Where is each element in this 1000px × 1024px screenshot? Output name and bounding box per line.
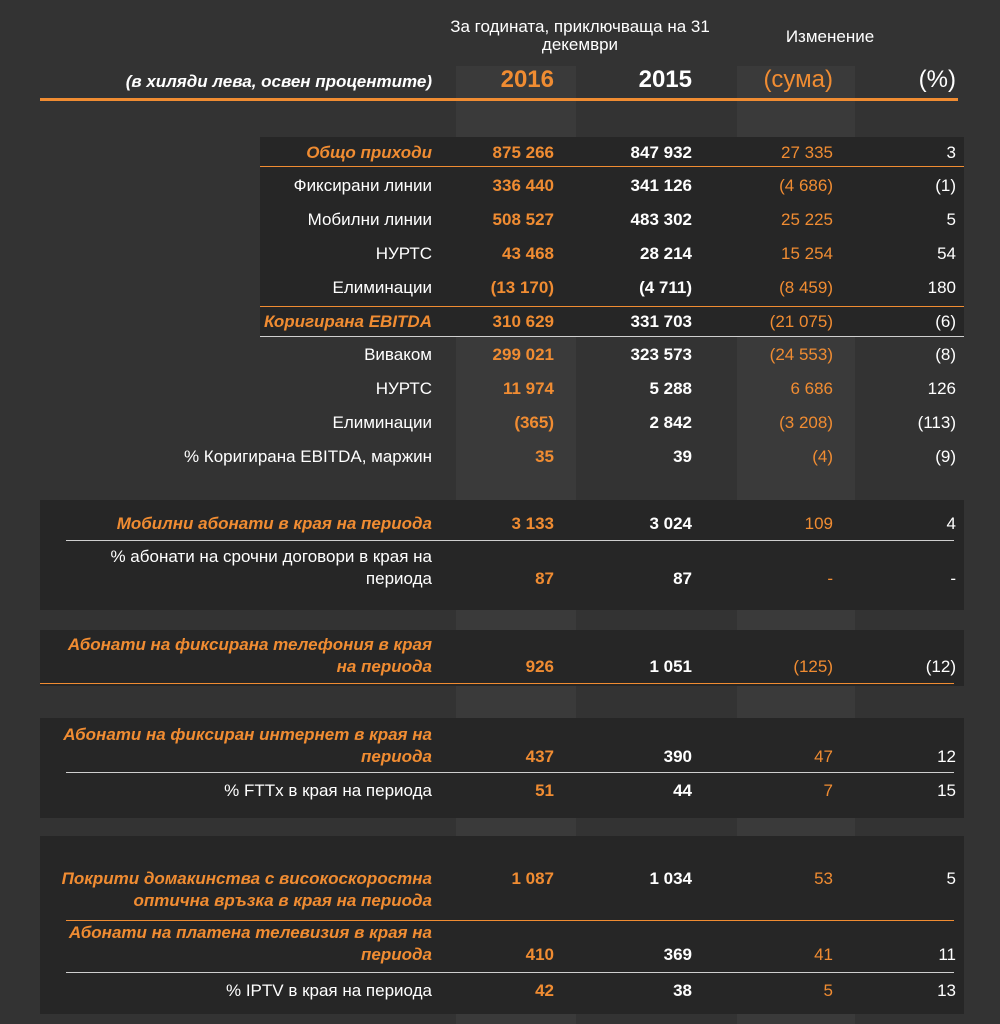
cell-2015: 2 842	[649, 413, 692, 432]
cell-change-amount: 6 686	[790, 379, 833, 398]
row-rule	[260, 306, 964, 307]
units-label: (в хиляди лева, освен процентите)	[125, 72, 432, 91]
cell-change-amount: (4 686)	[779, 176, 833, 195]
cell-2015: 341 126	[630, 176, 692, 195]
row-rule	[260, 166, 964, 167]
cell-change-amount: (21 075)	[769, 312, 833, 331]
year-2016-header: 2016	[500, 66, 554, 93]
cell-change-amount: (8 459)	[779, 278, 833, 297]
cell-2016: 336 440	[492, 176, 554, 195]
cell-change-percent: (6)	[935, 312, 956, 331]
row-label: % IPTV в края на периода	[225, 981, 432, 1000]
cell-2016: 35	[535, 447, 554, 466]
row-label: Общо приходи	[306, 143, 432, 162]
cell-2016: 87	[535, 569, 554, 588]
cell-2015: 483 302	[630, 210, 692, 229]
cell-2016: 310 629	[492, 312, 554, 331]
cell-2016: 926	[525, 657, 554, 676]
row-label: НУРТС	[375, 244, 432, 263]
change-header: Изменение	[785, 27, 875, 46]
cell-2016: (365)	[514, 413, 554, 432]
cell-2015: 5 288	[649, 379, 692, 398]
row-label: % абонати на срочни договори в края на периода	[110, 547, 432, 588]
cell-2015: 1 034	[649, 869, 692, 888]
year-2015-header: 2015	[638, 66, 692, 93]
cell-change-percent: 15	[937, 781, 956, 800]
cell-2016: 42	[535, 981, 554, 1000]
row-label: Абонати на фиксирана телефония в края на периода	[67, 635, 432, 676]
row-label: Коригирана EBITDA	[264, 312, 432, 331]
cell-2015: 390	[663, 747, 692, 766]
cell-change-percent: 11	[938, 945, 956, 964]
cell-change-percent: 3	[946, 143, 956, 162]
cell-2016: 11 974	[502, 379, 554, 398]
cell-change-percent: (113)	[917, 413, 956, 432]
cell-2016: 51	[535, 781, 554, 800]
row-rule	[66, 920, 954, 921]
cell-2016: 299 021	[492, 345, 554, 364]
row-label: % Коригирана EBITDA, маржин	[183, 447, 432, 466]
row-label: Елиминации	[332, 413, 432, 432]
change-amount-header: (сума)	[763, 66, 833, 93]
cell-2015: 38	[673, 981, 692, 1000]
cell-2016: 1 087	[511, 869, 554, 888]
cell-change-amount: 25 225	[781, 210, 833, 229]
cell-2015: 39	[673, 447, 692, 466]
row-rule	[40, 683, 954, 684]
cell-change-percent: 5	[946, 210, 956, 229]
cell-change-amount: (3 208)	[779, 413, 833, 432]
cell-2015: 1 051	[649, 657, 692, 676]
cell-2015: 369	[663, 945, 692, 964]
cell-change-amount: 15 254	[781, 244, 833, 263]
cell-2016: 43 468	[502, 244, 554, 263]
cell-2016: 437	[525, 747, 554, 766]
cell-2015: (4 711)	[639, 278, 692, 297]
row-label: % FTTx в края на периода	[224, 781, 432, 800]
cell-2015: 3 024	[649, 514, 692, 533]
row-label: Виваком	[364, 345, 432, 364]
cell-change-amount: 47	[814, 747, 833, 766]
cell-2015: 44	[673, 781, 692, 800]
cell-change-percent: 4	[946, 514, 956, 533]
cell-2016: (13 170)	[490, 278, 554, 297]
cell-2016: 410	[525, 945, 554, 964]
row-label: НУРТС	[375, 379, 432, 398]
cell-2015: 847 932	[630, 143, 692, 162]
row-label: Абонати на фиксиран интернет в края на периода	[63, 725, 432, 766]
row-label: Покрити домакинства с високоскоростна оптична връзка в края на периода	[61, 869, 432, 910]
cell-change-amount: 53	[814, 869, 833, 888]
cell-change-amount: (4)	[812, 447, 833, 466]
cell-change-percent: 12	[937, 747, 956, 766]
cell-2015: 28 214	[640, 244, 692, 263]
cell-change-amount: (24 553)	[769, 345, 833, 364]
cell-change-amount: 5	[823, 981, 833, 1000]
cell-change-amount: -	[827, 569, 833, 588]
row-label: Елиминации	[332, 278, 432, 297]
row-label: Мобилни линии	[307, 210, 432, 229]
cell-change-percent: (9)	[935, 447, 956, 466]
cell-change-amount: 27 335	[781, 143, 833, 162]
cell-change-percent: (12)	[925, 657, 956, 676]
row-rule	[66, 972, 954, 973]
row-rule	[260, 336, 964, 337]
row-label: Мобилни абонати в края на периода	[116, 514, 432, 533]
cell-2016: 508 527	[492, 210, 554, 229]
row-label: Фиксирани линии	[293, 176, 432, 195]
cell-change-amount: (125)	[793, 657, 833, 676]
row-label: Абонати на платена телевизия в края на периода	[68, 923, 432, 964]
section-background-revenue-ebitda	[260, 137, 964, 337]
cell-2016: 3 133	[511, 514, 554, 533]
row-rule	[66, 540, 954, 541]
header-rule	[40, 98, 958, 101]
cell-change-percent: 126	[927, 379, 956, 398]
cell-change-percent: (1)	[935, 176, 956, 195]
cell-change-percent: (8)	[935, 345, 956, 364]
row-rule	[66, 772, 954, 773]
cell-change-percent: 5	[946, 869, 956, 888]
cell-change-amount: 41	[814, 945, 833, 964]
cell-2015: 87	[673, 569, 692, 588]
cell-change-percent: 13	[937, 981, 956, 1000]
cell-2016: 875 266	[492, 143, 554, 162]
cell-change-percent: 54	[937, 244, 956, 263]
period-header: За годината, приключваща на 31 декември	[450, 17, 710, 54]
cell-change-amount: 7	[823, 781, 833, 800]
cell-change-amount: 109	[804, 514, 833, 533]
cell-change-percent: -	[950, 569, 956, 588]
cell-2015: 323 573	[630, 345, 692, 364]
change-percent-header: (%)	[918, 66, 956, 93]
cell-2015: 331 703	[630, 312, 692, 331]
cell-change-percent: 180	[927, 278, 956, 297]
